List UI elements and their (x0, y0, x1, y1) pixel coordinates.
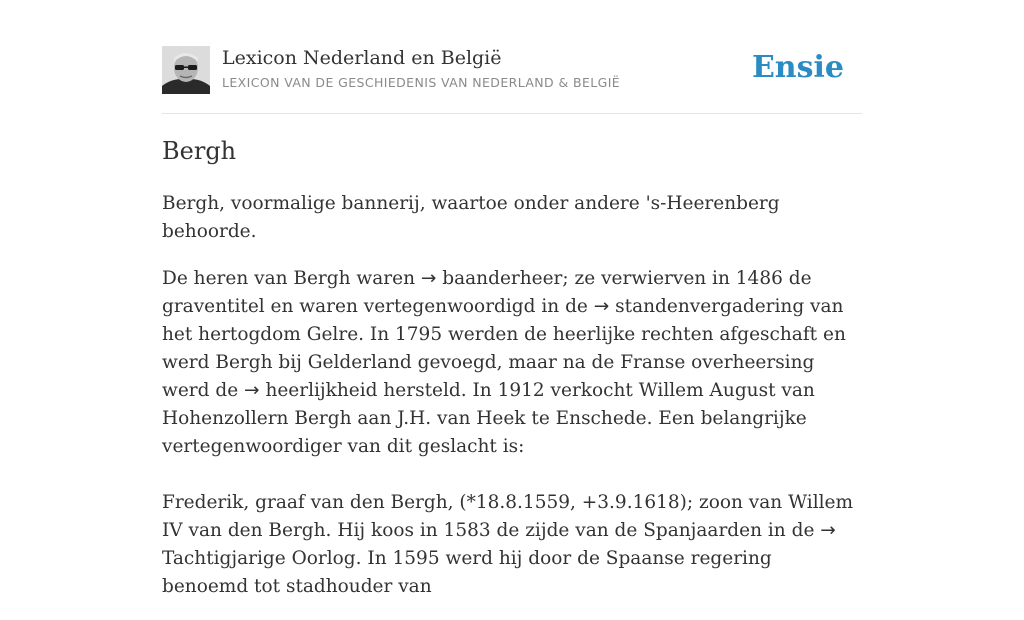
article-paragraph (162, 265, 862, 461)
header-divider (162, 113, 862, 114)
arrow-right-icon: → (244, 380, 260, 401)
reference-link-baanderheer[interactable] (421, 268, 563, 289)
avatar-portrait-icon (162, 46, 210, 94)
link-label: baanderheer (442, 268, 563, 289)
article-body (162, 190, 862, 620)
arrow-right-icon: → (420, 268, 437, 289)
arrow-right-icon: → (593, 296, 610, 317)
text-span: hersteld. In 1912 verkocht Willem August van Hohenzollern Bergh aan J.H. van Heek te Enschede. Een belangrijke vertegenwoordiger van dit geslacht is: (162, 380, 815, 457)
brand-logo[interactable]: Ensie (751, 50, 844, 85)
arrow-right-icon: → (820, 520, 836, 541)
text-span: Frederik, graaf van den Bergh, (*18.8.1559, +3.9.1618); zoon van Willem IV van den Bergh. Hij koos in 1583 de zijde van de Spanjaarden in de (162, 492, 854, 541)
site-subtitle: LEXICON VAN DE GESCHIEDENIS VAN NEDERLAND & BELGIË (222, 75, 621, 90)
link-label: heerlijkheid (265, 380, 378, 401)
text-span: . In 1595 werd hij door de Spaanse regering benoemd tot stadhouder van (162, 548, 772, 597)
article-paragraph (162, 489, 862, 601)
article-title: Bergh (162, 137, 237, 165)
reference-link-heerlijkheid[interactable] (244, 380, 377, 401)
text-span: ; ze verwierven in 1486 de graventitel en waren vertegenwoordigd in de (162, 268, 812, 317)
text-span: . In 1795 werden de heerlijke rechten afgeschaft en werd Bergh bij Gelderland gevoegd, maar na de Franse overheersing werd de (162, 324, 846, 401)
site-header (162, 46, 862, 96)
link-label: standenvergadering van het hertogdom Gelre (162, 296, 844, 345)
site-title[interactable]: Lexicon Nederland en België (222, 47, 502, 69)
article-intro: Bergh, voormalige bannerij, waartoe onder andere 's-Heerenberg behoorde. (162, 193, 780, 242)
avatar[interactable] (162, 46, 210, 94)
text-span: De heren van Bergh waren (162, 268, 421, 289)
link-label: Tachtigjarige Oorlog (162, 548, 356, 569)
